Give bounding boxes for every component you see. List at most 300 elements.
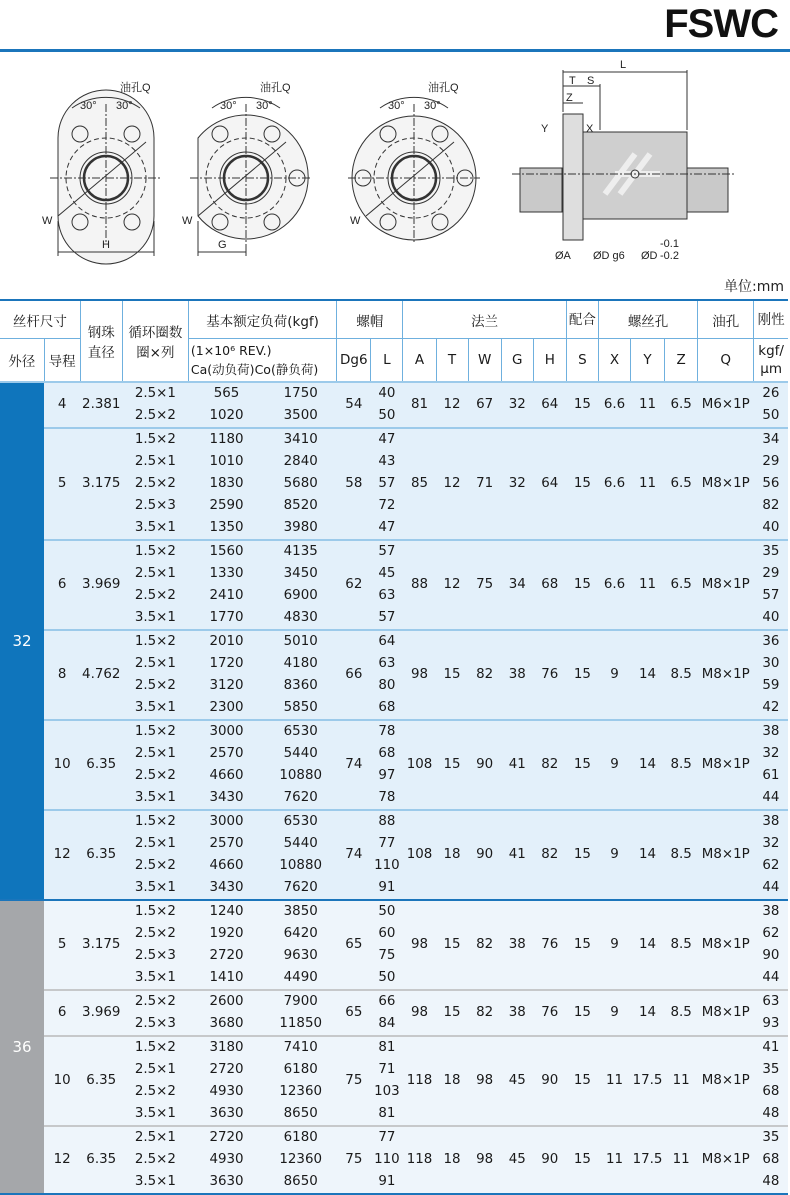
- table-row: [0, 990, 788, 1013]
- length-cell: 68: [371, 743, 403, 765]
- tol-upper: -0.1: [660, 238, 679, 250]
- h-cell: 68: [533, 540, 566, 630]
- ca-cell: 1350: [188, 517, 264, 540]
- x-cell: 9: [598, 810, 630, 900]
- rigidity-cell: 26: [754, 382, 788, 405]
- rigidity-cell: 38: [754, 810, 788, 833]
- header-fit: 配合: [566, 300, 598, 339]
- g-cell: 38: [501, 630, 533, 720]
- t-cell: 15: [436, 990, 468, 1036]
- s-cell: 15: [566, 630, 598, 720]
- z-cell: 8.5: [665, 720, 698, 810]
- table-row: [0, 900, 788, 923]
- g-cell: 38: [501, 990, 533, 1036]
- rigidity-cell: 48: [754, 1171, 788, 1194]
- a-cell: 118: [403, 1126, 436, 1194]
- a-cell: 118: [403, 1036, 436, 1126]
- co-cell: 6180: [265, 1126, 337, 1149]
- t-cell: 12: [436, 382, 468, 428]
- a-cell: 88: [403, 540, 436, 630]
- co-cell: 4830: [265, 607, 337, 630]
- circuits-cell: 3.5×1: [122, 877, 188, 900]
- ca-cell: 3430: [188, 787, 264, 810]
- y-cell: 11: [631, 382, 665, 428]
- x-cell: 6.6: [598, 382, 630, 428]
- outer-diameter-cell: 32: [0, 382, 44, 900]
- header-circuits: 循环圈数 圈×列: [122, 300, 188, 382]
- rigidity-cell: 90: [754, 945, 788, 967]
- length-cell: 78: [371, 720, 403, 743]
- rigidity-cell: 57: [754, 585, 788, 607]
- lead-cell: 8: [44, 630, 80, 720]
- co-cell: 5440: [265, 743, 337, 765]
- ca-cell: 4660: [188, 765, 264, 787]
- y-cell: 14: [631, 900, 665, 990]
- length-cell: 72: [371, 495, 403, 517]
- lead-cell: 12: [44, 810, 80, 900]
- ca-cell: 3630: [188, 1103, 264, 1126]
- dg6-cell: 75: [337, 1126, 371, 1194]
- g-cell: 45: [501, 1126, 533, 1194]
- a-cell: 85: [403, 428, 436, 540]
- header-rig-unit: kgf/μm: [754, 339, 788, 383]
- x-cell: 9: [598, 720, 630, 810]
- co-cell: 9630: [265, 945, 337, 967]
- length-cell: 43: [371, 451, 403, 473]
- dg6-cell: 66: [337, 630, 371, 720]
- q-cell: M8×1P: [698, 428, 754, 540]
- t-cell: 18: [436, 810, 468, 900]
- length-cell: 60: [371, 923, 403, 945]
- g-cell: 41: [501, 810, 533, 900]
- t-cell: 18: [436, 1126, 468, 1194]
- z-cell: 8.5: [665, 900, 698, 990]
- y-cell: 11: [631, 428, 665, 540]
- table-row: [0, 540, 788, 563]
- lead-cell: 4: [44, 382, 80, 428]
- h-cell: 64: [533, 428, 566, 540]
- q-cell: M8×1P: [698, 900, 754, 990]
- y-cell: 14: [631, 630, 665, 720]
- technical-drawing: [0, 56, 790, 276]
- length-cell: 57: [371, 607, 403, 630]
- ca-cell: 4660: [188, 855, 264, 877]
- co-cell: 3410: [265, 428, 337, 451]
- co-cell: 12360: [265, 1081, 337, 1103]
- circuits-cell: 2.5×2: [122, 855, 188, 877]
- co-cell: 3980: [265, 517, 337, 540]
- y-label: Y: [541, 123, 549, 135]
- angle-label: 30°: [220, 100, 237, 112]
- length-cell: 88: [371, 810, 403, 833]
- header-y: Y: [631, 339, 665, 383]
- table-row: [0, 428, 788, 451]
- a-cell: 98: [403, 900, 436, 990]
- q-cell: M8×1P: [698, 720, 754, 810]
- nut-side-view: [512, 70, 735, 240]
- header-ball-dia: 钢珠 直径: [80, 300, 122, 382]
- co-cell: 8650: [265, 1171, 337, 1194]
- rigidity-cell: 30: [754, 653, 788, 675]
- circuits-cell: 1.5×2: [122, 540, 188, 563]
- l-label: L: [620, 59, 627, 71]
- length-cell: 77: [371, 1126, 403, 1149]
- a-label: ØA: [555, 250, 571, 262]
- co-cell: 8360: [265, 675, 337, 697]
- circuits-cell: 1.5×2: [122, 720, 188, 743]
- length-cell: 57: [371, 473, 403, 495]
- q-cell: M8×1P: [698, 1126, 754, 1194]
- table-row: [0, 1036, 788, 1059]
- length-cell: 45: [371, 563, 403, 585]
- circuits-cell: 2.5×2: [122, 990, 188, 1013]
- header-z: Z: [665, 339, 698, 383]
- circuits-cell: 2.5×1: [122, 833, 188, 855]
- ca-cell: 1410: [188, 967, 264, 990]
- header-flange: 法兰: [403, 300, 566, 339]
- angle-label: 30°: [80, 100, 97, 112]
- ca-cell: 1330: [188, 563, 264, 585]
- length-cell: 110: [371, 1149, 403, 1171]
- header-bolt-hole: 螺丝孔: [598, 300, 697, 339]
- co-cell: 5850: [265, 697, 337, 720]
- header-dg6: Dg6: [337, 339, 371, 383]
- s-label: S: [587, 75, 595, 87]
- s-cell: 15: [566, 1036, 598, 1126]
- x-cell: 9: [598, 630, 630, 720]
- ball-dia-cell: 4.762: [80, 630, 122, 720]
- y-cell: 11: [631, 540, 665, 630]
- length-cell: 81: [371, 1103, 403, 1126]
- x-cell: 11: [598, 1126, 630, 1194]
- rigidity-cell: 38: [754, 900, 788, 923]
- circuits-cell: 1.5×2: [122, 810, 188, 833]
- length-cell: 50: [371, 900, 403, 923]
- h-cell: 82: [533, 810, 566, 900]
- angle-label: 30°: [388, 100, 405, 112]
- rigidity-cell: 36: [754, 630, 788, 653]
- q-cell: M8×1P: [698, 810, 754, 900]
- rigidity-cell: 35: [754, 540, 788, 563]
- z-cell: 11: [665, 1126, 698, 1194]
- s-cell: 15: [566, 382, 598, 428]
- lead-cell: 5: [44, 428, 80, 540]
- co-cell: 4490: [265, 967, 337, 990]
- g-cell: 32: [501, 382, 533, 428]
- ca-cell: 1020: [188, 405, 264, 428]
- h-cell: 76: [533, 630, 566, 720]
- circuits-cell: 2.5×2: [122, 473, 188, 495]
- header-w: W: [468, 339, 501, 383]
- table-row: [0, 382, 788, 405]
- g-cell: 38: [501, 900, 533, 990]
- circuits-cell: 1.5×2: [122, 630, 188, 653]
- lead-cell: 10: [44, 1036, 80, 1126]
- t-cell: 12: [436, 428, 468, 540]
- co-cell: 11850: [265, 1013, 337, 1036]
- s-cell: 15: [566, 540, 598, 630]
- header-q: Q: [698, 339, 754, 383]
- length-cell: 75: [371, 945, 403, 967]
- co-cell: 6420: [265, 923, 337, 945]
- dg6-label: ØD g6: [593, 250, 625, 262]
- length-cell: 66: [371, 990, 403, 1013]
- co-cell: 8650: [265, 1103, 337, 1126]
- ca-cell: 3430: [188, 877, 264, 900]
- ca-cell: 1770: [188, 607, 264, 630]
- h-cell: 82: [533, 720, 566, 810]
- d-label: ØD: [641, 250, 658, 262]
- header-od: 外径: [0, 339, 44, 383]
- y-cell: 14: [631, 810, 665, 900]
- length-cell: 97: [371, 765, 403, 787]
- circuits-cell: 2.5×1: [122, 563, 188, 585]
- rigidity-cell: 62: [754, 855, 788, 877]
- circuits-cell: 2.5×1: [122, 743, 188, 765]
- angle-label: 30°: [256, 100, 273, 112]
- length-cell: 78: [371, 787, 403, 810]
- h-cell: 76: [533, 990, 566, 1036]
- circuits-cell: 2.5×3: [122, 495, 188, 517]
- y-cell: 14: [631, 990, 665, 1036]
- ca-cell: 3630: [188, 1171, 264, 1194]
- a-cell: 108: [403, 720, 436, 810]
- ball-dia-cell: 6.35: [80, 810, 122, 900]
- z-cell: 8.5: [665, 810, 698, 900]
- length-cell: 91: [371, 1171, 403, 1194]
- circuits-cell: 2.5×3: [122, 945, 188, 967]
- co-cell: 6180: [265, 1059, 337, 1081]
- rigidity-cell: 82: [754, 495, 788, 517]
- ball-dia-cell: 6.35: [80, 1036, 122, 1126]
- ca-cell: 1010: [188, 451, 264, 473]
- ca-cell: 4930: [188, 1081, 264, 1103]
- x-cell: 6.6: [598, 428, 630, 540]
- w-cell: 90: [468, 810, 501, 900]
- co-cell: 5440: [265, 833, 337, 855]
- header-g: G: [501, 339, 533, 383]
- flange-view-round: [348, 97, 480, 244]
- ca-cell: 2410: [188, 585, 264, 607]
- q-cell: M8×1P: [698, 990, 754, 1036]
- rigidity-cell: 29: [754, 563, 788, 585]
- flange-view-double-cut: [50, 90, 162, 264]
- co-cell: 7620: [265, 787, 337, 810]
- rigidity-cell: 42: [754, 697, 788, 720]
- co-cell: 2840: [265, 451, 337, 473]
- q-cell: M8×1P: [698, 540, 754, 630]
- dg6-cell: 62: [337, 540, 371, 630]
- ca-cell: 2720: [188, 1126, 264, 1149]
- y-cell: 17.5: [631, 1126, 665, 1194]
- t-cell: 18: [436, 1036, 468, 1126]
- co-cell: 3450: [265, 563, 337, 585]
- s-cell: 15: [566, 1126, 598, 1194]
- length-cell: 64: [371, 630, 403, 653]
- spec-table-body: [0, 382, 788, 1194]
- length-cell: 47: [371, 428, 403, 451]
- z-cell: 8.5: [665, 630, 698, 720]
- w-cell: 98: [468, 1036, 501, 1126]
- t-label: T: [569, 75, 576, 87]
- a-cell: 81: [403, 382, 436, 428]
- s-cell: 15: [566, 990, 598, 1036]
- dg6-cell: 54: [337, 382, 371, 428]
- rigidity-cell: 40: [754, 517, 788, 540]
- circuits-cell: 2.5×2: [122, 405, 188, 428]
- header-x: X: [598, 339, 630, 383]
- ca-cell: 3000: [188, 720, 264, 743]
- z-cell: 6.5: [665, 540, 698, 630]
- w-label: W: [182, 215, 193, 227]
- length-cell: 103: [371, 1081, 403, 1103]
- a-cell: 98: [403, 630, 436, 720]
- circuits-cell: 3.5×1: [122, 607, 188, 630]
- length-cell: 80: [371, 675, 403, 697]
- ca-cell: 2600: [188, 990, 264, 1013]
- h-cell: 64: [533, 382, 566, 428]
- length-cell: 77: [371, 833, 403, 855]
- h-cell: 90: [533, 1036, 566, 1126]
- z-cell: 8.5: [665, 990, 698, 1036]
- circuits-cell: 3.5×1: [122, 787, 188, 810]
- co-cell: 7620: [265, 877, 337, 900]
- w-label: W: [350, 215, 361, 227]
- angle-label: 30°: [424, 100, 441, 112]
- g-cell: 34: [501, 540, 533, 630]
- title-divider: [0, 49, 790, 52]
- circuits-cell: 3.5×1: [122, 517, 188, 540]
- rigidity-cell: 40: [754, 607, 788, 630]
- ca-cell: 2720: [188, 945, 264, 967]
- circuits-cell: 2.5×1: [122, 382, 188, 405]
- table-row: [0, 630, 788, 653]
- w-cell: 98: [468, 1126, 501, 1194]
- rigidity-cell: 32: [754, 743, 788, 765]
- rigidity-cell: 62: [754, 923, 788, 945]
- circuits-cell: 2.5×2: [122, 1081, 188, 1103]
- circuits-cell: 2.5×1: [122, 1059, 188, 1081]
- rigidity-cell: 61: [754, 765, 788, 787]
- co-cell: 5010: [265, 630, 337, 653]
- circuits-cell: 1.5×2: [122, 900, 188, 923]
- rigidity-cell: 35: [754, 1126, 788, 1149]
- table-row: [0, 720, 788, 743]
- g-cell: 45: [501, 1036, 533, 1126]
- lead-cell: 5: [44, 900, 80, 990]
- co-cell: 5680: [265, 473, 337, 495]
- length-cell: 40: [371, 382, 403, 405]
- w-cell: 71: [468, 428, 501, 540]
- q-cell: M8×1P: [698, 630, 754, 720]
- length-cell: 47: [371, 517, 403, 540]
- ball-dia-cell: 2.381: [80, 382, 122, 428]
- length-cell: 91: [371, 877, 403, 900]
- h-label: H: [102, 239, 110, 251]
- z-cell: 6.5: [665, 382, 698, 428]
- a-cell: 98: [403, 990, 436, 1036]
- ball-dia-cell: 3.969: [80, 540, 122, 630]
- circuits-cell: 3.5×1: [122, 1103, 188, 1126]
- s-cell: 15: [566, 900, 598, 990]
- header-s: S: [566, 339, 598, 383]
- ca-cell: 1180: [188, 428, 264, 451]
- length-cell: 63: [371, 585, 403, 607]
- z-label: Z: [566, 92, 573, 104]
- header-lead: 导程: [44, 339, 80, 383]
- w-label: W: [42, 215, 53, 227]
- rigidity-cell: 93: [754, 1013, 788, 1036]
- table-row: [0, 810, 788, 833]
- ca-cell: 4930: [188, 1149, 264, 1171]
- dg6-cell: 75: [337, 1036, 371, 1126]
- co-cell: 4180: [265, 653, 337, 675]
- oil-hole-label-1: 油孔Q: [120, 82, 151, 94]
- product-title: FSWC: [664, 2, 778, 46]
- ca-cell: 3120: [188, 675, 264, 697]
- lead-cell: 6: [44, 540, 80, 630]
- circuits-cell: 2.5×2: [122, 585, 188, 607]
- ca-cell: 1560: [188, 540, 264, 563]
- outer-diameter-cell: 36: [0, 900, 44, 1194]
- co-cell: 6530: [265, 810, 337, 833]
- rigidity-cell: 56: [754, 473, 788, 495]
- length-cell: 68: [371, 697, 403, 720]
- ball-dia-cell: 6.35: [80, 720, 122, 810]
- s-cell: 15: [566, 720, 598, 810]
- t-cell: 12: [436, 540, 468, 630]
- dg6-cell: 74: [337, 810, 371, 900]
- g-cell: 32: [501, 428, 533, 540]
- t-cell: 15: [436, 720, 468, 810]
- circuits-cell: 2.5×2: [122, 1149, 188, 1171]
- rigidity-cell: 44: [754, 967, 788, 990]
- length-cell: 50: [371, 405, 403, 428]
- length-cell: 110: [371, 855, 403, 877]
- h-cell: 90: [533, 1126, 566, 1194]
- s-cell: 15: [566, 428, 598, 540]
- circuits-cell: 2.5×1: [122, 1126, 188, 1149]
- ball-dia-cell: 3.175: [80, 900, 122, 990]
- rigidity-cell: 59: [754, 675, 788, 697]
- lead-cell: 6: [44, 990, 80, 1036]
- length-cell: 71: [371, 1059, 403, 1081]
- co-cell: 4135: [265, 540, 337, 563]
- x-cell: 9: [598, 990, 630, 1036]
- rigidity-cell: 41: [754, 1036, 788, 1059]
- x-cell: 9: [598, 900, 630, 990]
- co-cell: 6530: [265, 720, 337, 743]
- y-cell: 17.5: [631, 1036, 665, 1126]
- ball-dia-cell: 6.35: [80, 1126, 122, 1194]
- ca-cell: 3680: [188, 1013, 264, 1036]
- rigidity-cell: 34: [754, 428, 788, 451]
- spec-table: [0, 299, 788, 1195]
- ca-cell: 3000: [188, 810, 264, 833]
- co-cell: 3500: [265, 405, 337, 428]
- rigidity-cell: 50: [754, 405, 788, 428]
- g-cell: 41: [501, 720, 533, 810]
- header-load-sub: (1×10⁶ REV.) Ca(动负荷)Co(静负荷): [188, 339, 336, 383]
- x-label: X: [586, 123, 594, 135]
- ca-cell: 2570: [188, 833, 264, 855]
- header-a: A: [403, 339, 436, 383]
- rigidity-cell: 38: [754, 720, 788, 743]
- rigidity-cell: 44: [754, 877, 788, 900]
- length-cell: 84: [371, 1013, 403, 1036]
- header-t: T: [436, 339, 468, 383]
- length-cell: 63: [371, 653, 403, 675]
